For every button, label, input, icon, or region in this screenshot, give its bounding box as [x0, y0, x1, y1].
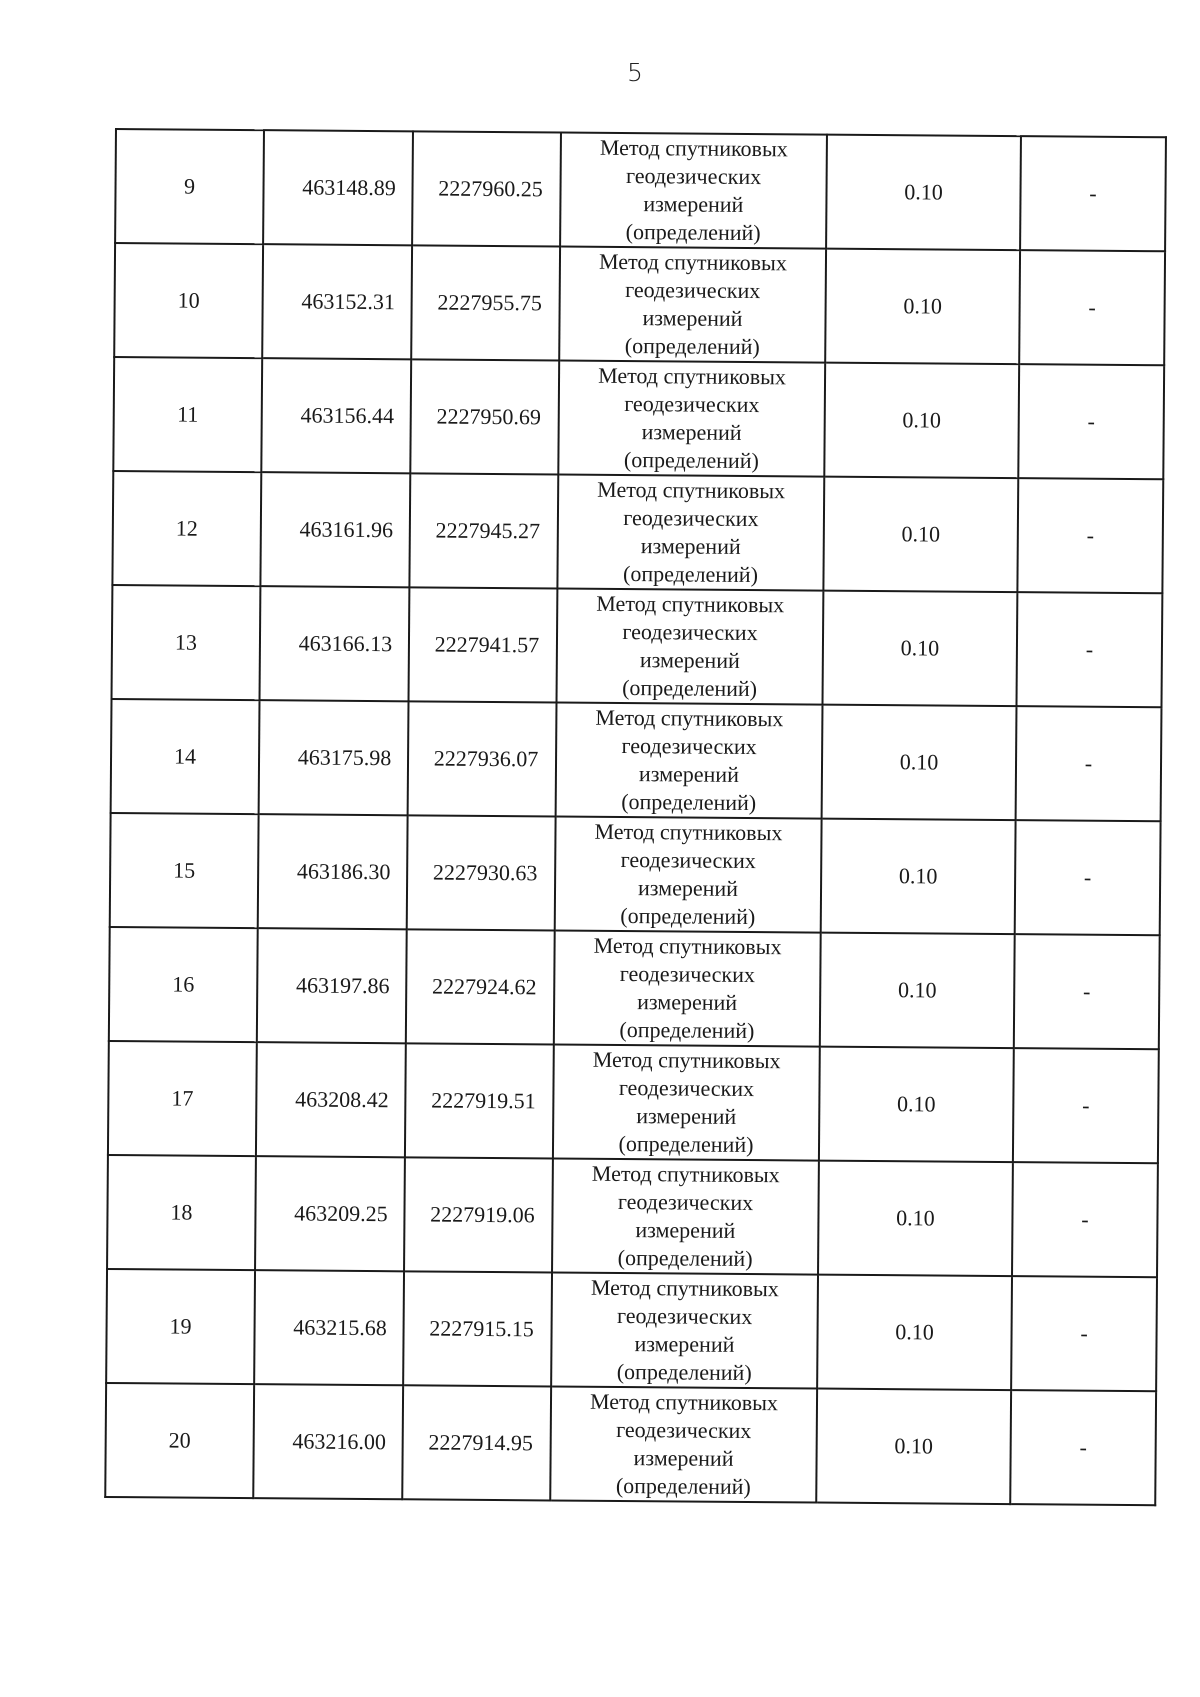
- method-line: Метод спутниковых: [592, 1046, 781, 1074]
- method-line: Метод спутниковых: [594, 818, 783, 846]
- description-cell: -: [1013, 1048, 1159, 1163]
- coordinate-y-cell: 2227955.75: [411, 245, 560, 360]
- method-line: геодезических: [621, 732, 757, 760]
- point-number-cell: 12: [112, 471, 261, 586]
- accuracy-cell: 0.10: [825, 249, 1020, 365]
- method-line: (определений): [618, 1130, 754, 1158]
- method-line: Метод спутниковых: [593, 932, 782, 960]
- table-row: [107, 1155, 1158, 1277]
- coordinate-y-cell: 2227960.25: [412, 131, 561, 246]
- coordinate-x-cell: 463161.96: [260, 472, 410, 587]
- coordinate-y-cell: 2227945.27: [409, 473, 558, 588]
- page-number: 5: [627, 58, 643, 87]
- table-row: [110, 813, 1161, 935]
- coordinate-y-cell: 2227930.63: [407, 815, 556, 930]
- coordinate-y-cell: 2227914.95: [402, 1385, 551, 1500]
- table-row: [108, 1041, 1159, 1163]
- point-number-cell: 14: [111, 699, 260, 814]
- method-line: измерений: [633, 1445, 734, 1471]
- point-number-cell: 13: [112, 585, 261, 700]
- description-cell: -: [1016, 592, 1162, 707]
- method-line: Метод спутниковых: [591, 1160, 780, 1188]
- coordinate-y-cell: 2227915.15: [403, 1271, 552, 1386]
- description-cell: -: [1011, 1276, 1157, 1391]
- method-line: Метод спутниковых: [597, 476, 786, 504]
- description-cell: -: [1012, 1162, 1158, 1277]
- table-row: [106, 1269, 1157, 1391]
- method-line: Метод спутниковых: [599, 134, 788, 162]
- accuracy-cell: 0.10: [820, 933, 1015, 1049]
- method-cell: [554, 930, 821, 1046]
- method-line: геодезических: [616, 1416, 752, 1444]
- method-line: (определений): [616, 1358, 752, 1386]
- method-line: геодезических: [625, 277, 761, 304]
- accuracy-cell: 0.10: [818, 1161, 1013, 1277]
- method-line: измерений: [637, 875, 739, 901]
- coordinate-x-cell: 463215.68: [254, 1270, 404, 1385]
- coordinate-x-cell: 463216.00: [253, 1384, 403, 1499]
- method-cell: [555, 816, 822, 932]
- method-cell: [556, 702, 823, 818]
- method-line: геодезических: [623, 505, 759, 532]
- method-line: (определений): [625, 219, 761, 246]
- coordinate-y-cell: 2227941.57: [409, 587, 558, 702]
- method-line: геодезических: [620, 846, 756, 874]
- point-number-cell: 10: [114, 243, 263, 358]
- method-line: измерений: [635, 1217, 736, 1243]
- point-number-cell: 11: [113, 357, 262, 472]
- method-line: (определений): [622, 675, 758, 702]
- method-line: геодезических: [618, 1074, 755, 1102]
- method-line: измерений: [634, 1331, 735, 1357]
- method-line: Метод спутниковых: [598, 248, 787, 276]
- point-number-cell: 15: [110, 813, 259, 928]
- coordinate-y-cell: 2227950.69: [410, 359, 559, 474]
- point-number-cell: 18: [107, 1155, 256, 1270]
- method-cell: [557, 588, 824, 704]
- method-line: измерений: [637, 989, 738, 1015]
- method-cell: [559, 246, 826, 362]
- accuracy-cell: 0.10: [823, 477, 1018, 593]
- coordinate-x-cell: 463148.89: [263, 130, 413, 245]
- method-cell: [560, 133, 827, 249]
- method-line: геодезических: [619, 960, 756, 988]
- coordinates-table-body: [105, 129, 1166, 1505]
- method-line: Метод спутниковых: [598, 362, 787, 390]
- method-line: Метод спутниковых: [590, 1274, 779, 1302]
- method-line: измерений: [639, 647, 740, 673]
- method-line: геодезических: [625, 163, 762, 190]
- method-line: Метод спутниковых: [596, 590, 785, 618]
- accuracy-cell: 0.10: [824, 363, 1019, 479]
- coordinate-y-cell: 2227936.07: [408, 701, 557, 816]
- coordinate-x-cell: 463156.44: [261, 358, 411, 473]
- description-cell: -: [1017, 478, 1163, 593]
- coordinate-x-cell: 463209.25: [255, 1156, 405, 1271]
- description-cell: -: [1018, 364, 1164, 479]
- method-cell: [552, 1158, 819, 1274]
- table-row: [112, 585, 1163, 707]
- method-line: (определений): [617, 1244, 753, 1272]
- method-line: геодезических: [624, 391, 760, 418]
- point-number-cell: 16: [109, 927, 258, 1042]
- method-line: (определений): [619, 1016, 755, 1044]
- method-line: (определений): [624, 333, 760, 360]
- description-cell: -: [1015, 820, 1161, 935]
- method-cell: [557, 474, 824, 590]
- method-line: (определений): [620, 902, 756, 930]
- method-line: (определений): [623, 447, 759, 474]
- coordinate-x-cell: 463197.86: [257, 928, 407, 1043]
- table-row: [114, 243, 1165, 365]
- table-row: [113, 357, 1164, 479]
- coordinates-table: [104, 128, 1167, 1506]
- method-cell: [550, 1386, 817, 1502]
- table-row: [109, 927, 1160, 1049]
- accuracy-cell: 0.10: [819, 1047, 1014, 1163]
- accuracy-cell: 0.10: [822, 705, 1017, 821]
- method-line: измерений: [636, 1103, 737, 1129]
- method-line: (определений): [622, 561, 759, 588]
- coordinate-x-cell: 463186.30: [258, 814, 408, 929]
- method-line: (определений): [615, 1472, 751, 1500]
- table-row: [111, 699, 1162, 821]
- method-line: Метод спутниковых: [595, 704, 784, 732]
- coordinate-y-cell: 2227924.62: [406, 929, 555, 1044]
- method-line: (определений): [621, 788, 757, 816]
- point-number-cell: 19: [106, 1269, 255, 1384]
- point-number-cell: 17: [108, 1041, 257, 1156]
- method-line: измерений: [638, 761, 740, 787]
- method-line: измерений: [640, 533, 741, 559]
- description-cell: -: [1014, 934, 1160, 1049]
- coordinate-y-cell: 2227919.06: [404, 1157, 553, 1272]
- accuracy-cell: 0.10: [816, 1389, 1011, 1505]
- coordinate-x-cell: 463175.98: [259, 700, 409, 815]
- table-row: [112, 471, 1163, 593]
- method-line: измерений: [642, 305, 743, 331]
- method-line: геодезических: [617, 1188, 754, 1216]
- point-number-cell: 20: [105, 1383, 254, 1498]
- description-cell: -: [1019, 250, 1165, 365]
- point-number-cell: 9: [115, 129, 264, 244]
- method-line: измерений: [643, 191, 744, 217]
- coordinate-x-cell: 463166.13: [260, 586, 410, 701]
- coordinate-x-cell: 463152.31: [262, 244, 412, 359]
- method-line: Метод спутниковых: [589, 1388, 779, 1416]
- accuracy-cell: 0.10: [817, 1275, 1012, 1391]
- method-line: измерений: [641, 419, 742, 445]
- description-cell: -: [1016, 706, 1162, 821]
- method-line: геодезических: [622, 619, 758, 646]
- method-cell: [553, 1044, 820, 1160]
- accuracy-cell: 0.10: [821, 819, 1016, 935]
- table-row: [105, 1383, 1156, 1505]
- method-cell: [551, 1272, 818, 1388]
- accuracy-cell: 0.10: [826, 135, 1021, 251]
- table-row: [115, 129, 1166, 251]
- coordinate-y-cell: 2227919.51: [405, 1043, 554, 1158]
- method-cell: [558, 360, 825, 476]
- coordinate-x-cell: 463208.42: [256, 1042, 406, 1157]
- description-cell: -: [1020, 136, 1166, 251]
- accuracy-cell: 0.10: [822, 591, 1017, 707]
- description-cell: -: [1010, 1390, 1156, 1505]
- method-line: геодезических: [616, 1302, 753, 1330]
